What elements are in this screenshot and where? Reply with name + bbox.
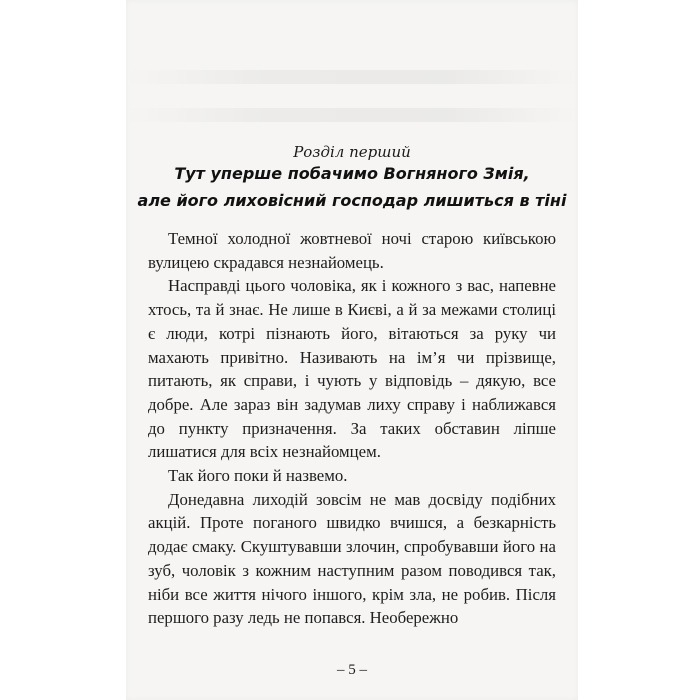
chapter-title-line-1: Тут уперше побачимо Вогняного Змія,: [174, 164, 530, 183]
bleed-through: [126, 70, 578, 84]
chapter-title: [126, 160, 578, 214]
body-text: [148, 227, 556, 630]
paragraph: Темної холодної жовтневої ночі старою київською вулицею скрадався незнайомець.: [148, 229, 556, 272]
bleed-through: [126, 108, 578, 122]
chapter-label: Розділ перший: [293, 143, 411, 161]
book-page: [126, 0, 578, 700]
chapter-title-line-2: але його лиховісний господар лишиться в тіні: [137, 191, 567, 210]
page-number: – 5 –: [337, 662, 367, 678]
paragraph: Так його поки й назвемо.: [168, 466, 348, 486]
paragraph: Донедавна лиходій зовсім не мав досвіду подібних акцій. Проте поганого швидко вчишся, а безкарність додає смаку. Скуштувавши злочин, спробувавши його на зуб, чоловік з кожним наступним разом поводився так, ніби все життя нічого іншого, крім зла, не робив. Після першого разу ледь не попався. Необережно: [148, 489, 556, 628]
paragraph: Насправді цього чоловіка, як і кожного з вас, напевне хтось, та й знає. Не лише в Києві, а й за межами столиці є люди, котрі пізнають його, вітаються за руку чи махають привітно. Називають на ім’я чи прізвище, питають, як справи, і чують у відповідь – дякую, все добре. Але зараз він задумав лиху справу і наближався до пункту призначення. За таких обставин ліпше лишатися для всіх незнайомцем.: [148, 276, 556, 462]
